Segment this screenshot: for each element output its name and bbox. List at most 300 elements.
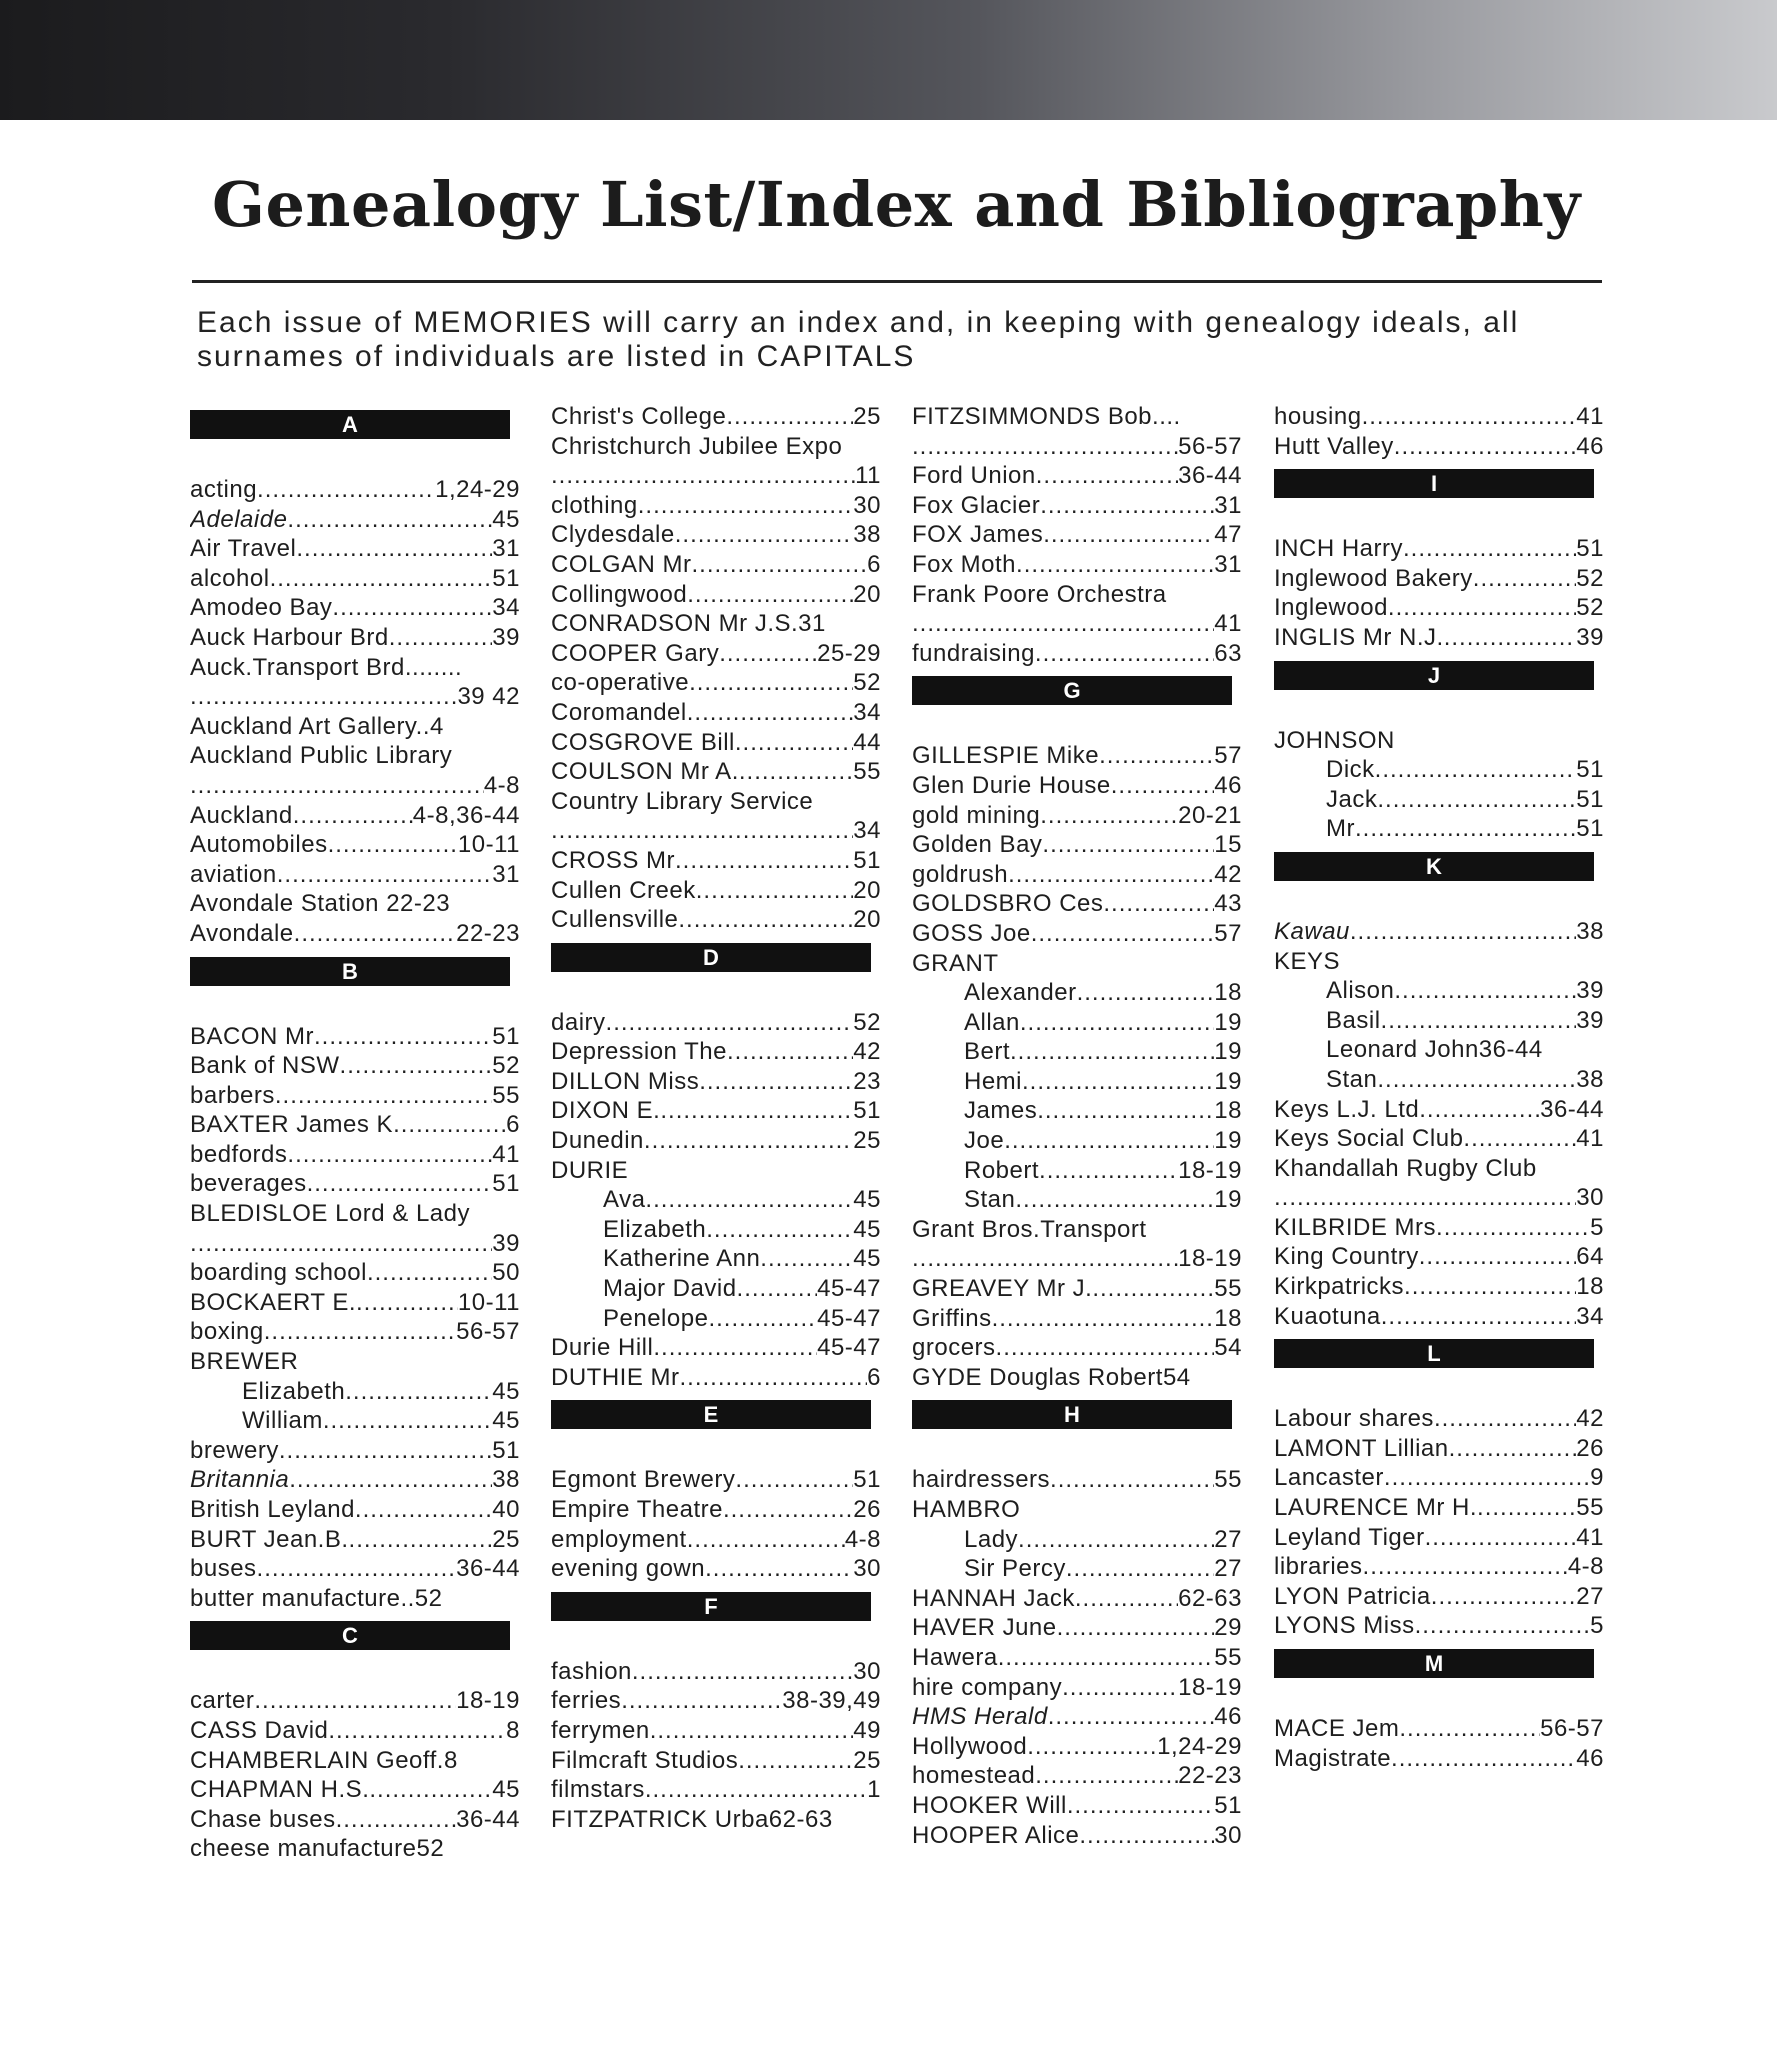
index-entry: [551, 905, 881, 935]
entry-page: 50: [492, 1259, 520, 1287]
entry-term: INCH Harry: [1274, 535, 1403, 563]
entry-term: Glen Durie House: [912, 771, 1111, 799]
index-entry: [190, 1022, 520, 1052]
entry-term: employment: [551, 1525, 687, 1553]
entry-term: Chase buses: [190, 1805, 336, 1833]
index-entry: [190, 860, 520, 890]
index-entry: [551, 1037, 881, 1067]
entry-term: Durie Hill: [551, 1334, 654, 1362]
dot-leader: [689, 668, 853, 698]
entry-page: 51: [1576, 785, 1604, 813]
entry-page: 9: [1590, 1464, 1604, 1492]
dot-leader: [1010, 1037, 1214, 1067]
dot-leader: [1381, 1302, 1577, 1332]
dot-leader: [706, 1215, 853, 1245]
section-header-a: A: [190, 410, 510, 439]
entry-term: BREWER: [190, 1348, 299, 1376]
entry-term: Clydesdale: [551, 521, 675, 549]
entry-term: grocers: [912, 1334, 996, 1362]
entry-term: KILBRIDE Mrs: [1274, 1213, 1437, 1241]
index-entry: [1274, 947, 1604, 977]
entry-page: 45: [853, 1215, 881, 1243]
entry-term: Cullen Creek: [551, 876, 696, 904]
entry-page: 45: [492, 1407, 520, 1435]
dot-leader: [678, 905, 853, 935]
entry-page: 36-44: [1540, 1095, 1604, 1123]
section-header-m: M: [1274, 1649, 1594, 1678]
dot-leader: [1048, 1702, 1215, 1732]
index-entry: [551, 1657, 881, 1687]
entry-page: 6: [867, 550, 881, 578]
entry-page: 45: [853, 1245, 881, 1273]
entry-page: 30: [853, 1555, 881, 1583]
entry-page: 30: [1214, 1821, 1242, 1849]
entry-term: CONRADSON Mr J.S.31: [551, 610, 826, 638]
entry-page: 25: [853, 1127, 881, 1155]
entry-term: fundraising: [912, 639, 1035, 667]
entry-page: 10-11: [457, 831, 520, 859]
dot-leader: [340, 1051, 493, 1081]
entry-page: 38: [853, 521, 881, 549]
section-header-b: B: [190, 957, 510, 986]
entry-page: 34: [492, 594, 520, 622]
dot-leader: [1415, 1611, 1591, 1641]
entry-term: Stan: [1326, 1065, 1378, 1093]
entry-page: 41: [1214, 610, 1242, 638]
entry-page: 5: [1590, 1612, 1604, 1640]
dot-leader: [1042, 830, 1214, 860]
index-entry: [1274, 976, 1604, 1006]
dot-leader: [336, 1805, 457, 1835]
entry-page: 30: [1576, 1184, 1604, 1212]
entry-term: Britannia: [190, 1466, 290, 1494]
entry-term: Keys Social Club: [1274, 1125, 1464, 1153]
index-entry: [551, 728, 881, 758]
dot-leader: [1075, 1584, 1178, 1614]
dot-leader: [621, 1686, 782, 1716]
index-entry: [190, 1288, 520, 1318]
dot-leader: [389, 623, 493, 653]
index-entry: [912, 491, 1242, 521]
entry-term: GREAVEY Mr J.: [912, 1275, 1093, 1303]
index-entry: [551, 432, 881, 462]
dot-leader: [257, 475, 435, 505]
entry-page: 20-21: [1178, 801, 1242, 829]
dot-leader: [1404, 1272, 1576, 1302]
entry-page: 49: [853, 1716, 881, 1744]
entry-term: Inglewood: [1274, 594, 1388, 622]
entry-term: FOX James: [912, 521, 1044, 549]
index-entry: [912, 520, 1242, 550]
index-entry: [912, 609, 1242, 639]
index-entry: [1274, 1463, 1604, 1493]
entry-page: 41: [492, 1140, 520, 1168]
entry-term: Allan: [964, 1008, 1020, 1036]
index-entry: [190, 534, 520, 564]
section-header-f: F: [551, 1592, 871, 1621]
entry-term: BOCKAERT E.: [190, 1288, 356, 1316]
entry-page: 56-57: [1540, 1715, 1604, 1742]
dot-leader: [264, 1317, 456, 1347]
index-entry: [1274, 917, 1604, 947]
dot-leader: [1004, 1126, 1214, 1156]
entry-page: 56-57: [1178, 432, 1242, 460]
index-entry: [190, 1495, 520, 1525]
entry-page: 18-19: [1178, 1245, 1242, 1273]
entry-page: 52: [1576, 564, 1604, 592]
entry-term: DUTHIE Mr: [551, 1363, 680, 1391]
entry-term: buses: [190, 1555, 257, 1583]
entry-term: goldrush: [912, 860, 1009, 888]
index-entry: [1274, 1434, 1604, 1464]
dot-leader: [1436, 1213, 1590, 1243]
index-entry: [551, 1096, 881, 1126]
index-entry: [190, 712, 520, 742]
index-entry: [551, 1525, 881, 1555]
entry-term: CASS David: [190, 1716, 329, 1744]
entry-page: 26: [853, 1496, 881, 1523]
entry-term: Depression The: [551, 1038, 727, 1066]
index-entry: [190, 593, 520, 623]
entry-page: 18-19: [1178, 1156, 1242, 1184]
index-entry: [551, 1554, 881, 1584]
entry-page: 45-47: [817, 1304, 881, 1332]
entry-term: fashion: [551, 1657, 632, 1685]
entry-page: 18: [1576, 1273, 1604, 1301]
entry-page: 31: [1214, 491, 1242, 519]
index-entry: [190, 623, 520, 653]
dot-leader: [1050, 1465, 1214, 1495]
entry-term: Empire Theatre: [551, 1496, 723, 1523]
dot-leader: [190, 771, 484, 801]
dot-leader: [1350, 917, 1576, 947]
entry-term: CHAMBERLAIN Geoff.8: [190, 1746, 458, 1774]
dot-leader: [279, 1436, 492, 1466]
entry-term: Ford Union: [912, 462, 1036, 490]
dot-leader: [1419, 1095, 1540, 1125]
index-entry: [1274, 785, 1604, 815]
entry-term: HOOPER Alice: [912, 1821, 1080, 1849]
index-entry: [190, 1110, 520, 1140]
dot-leader: [1031, 919, 1215, 949]
index-entry: [912, 771, 1242, 801]
index-entry: [1274, 1124, 1604, 1154]
dot-leader: [705, 1554, 853, 1584]
index-entry: [1274, 1183, 1604, 1213]
index-entry: [190, 1199, 520, 1229]
index-entry: [551, 1333, 881, 1363]
entry-term: CROSS Mr: [551, 846, 675, 874]
entry-term: Lancaster: [1274, 1464, 1384, 1492]
index-entry: [551, 876, 881, 906]
index-entry: [551, 1716, 881, 1746]
entry-term: Stan: [964, 1186, 1016, 1214]
entry-term: Ava: [603, 1186, 646, 1214]
dot-leader: [1020, 1008, 1214, 1038]
entry-page: 19: [1214, 1067, 1242, 1095]
index-entry: [190, 741, 520, 771]
index-entry: [912, 949, 1242, 979]
entry-page: 34: [853, 817, 881, 845]
entry-page: 46: [1214, 771, 1242, 799]
index-entry: [912, 1333, 1242, 1363]
entry-page: 18: [1214, 979, 1242, 1007]
dot-leader: [277, 860, 493, 890]
dot-leader: [345, 1377, 492, 1407]
index-entry: [912, 580, 1242, 610]
entry-term: Griffins: [912, 1304, 992, 1332]
entry-page: 1,24-29: [1157, 1732, 1242, 1760]
dot-leader: [551, 461, 855, 491]
entry-page: 23: [853, 1067, 881, 1095]
index-entry: [912, 461, 1242, 491]
entry-page: 55: [1214, 1275, 1242, 1303]
entry-page: 36-44: [456, 1805, 520, 1833]
index-entry: [912, 889, 1242, 919]
index-entry: [551, 1465, 881, 1495]
entry-term: British Leyland: [190, 1496, 355, 1523]
index-entry: [1274, 593, 1604, 623]
dot-leader: [190, 1229, 492, 1259]
entry-term: beverages: [190, 1170, 307, 1198]
entry-term: BACON Mr: [190, 1022, 314, 1050]
dot-leader: [294, 919, 456, 949]
entry-page: 51: [492, 564, 520, 592]
index-entry: [1274, 1523, 1604, 1553]
entry-term: Fox Moth: [912, 550, 1017, 578]
index-entry: [551, 580, 881, 610]
dot-leader: [1040, 801, 1178, 831]
index-entry: [190, 1525, 520, 1555]
index-entry: [551, 550, 881, 580]
entry-page: 18-19: [456, 1687, 520, 1715]
entry-term: alcohol: [190, 564, 270, 592]
index-entry: [1274, 623, 1604, 653]
entry-term: Khandallah Rugby Club: [1274, 1154, 1537, 1182]
dot-leader: [679, 1363, 867, 1393]
entry-term: Hawera: [912, 1643, 998, 1671]
dot-leader: [275, 1081, 492, 1111]
entry-page: 36-44: [1178, 462, 1242, 490]
entry-term: carter: [190, 1687, 255, 1715]
index-entry: [190, 1317, 520, 1347]
entry-term: William: [242, 1407, 323, 1435]
entry-page: 20: [853, 580, 881, 608]
entry-page: 20: [853, 906, 881, 934]
section-header-h: H: [912, 1400, 1232, 1429]
dot-leader: [727, 1037, 853, 1067]
dot-leader: [726, 402, 853, 432]
index-entry: [551, 1244, 881, 1274]
dot-leader: [692, 550, 868, 580]
entry-page: 46: [1576, 1744, 1604, 1772]
entry-term: LAMONT Lillian: [1274, 1434, 1449, 1462]
dot-leader: [1092, 1274, 1214, 1304]
dot-leader: [687, 1525, 845, 1555]
index-entry: [190, 1229, 520, 1259]
entry-term: Alison: [1326, 977, 1395, 1005]
entry-page: 15: [1214, 831, 1242, 859]
entry-term: Automobiles: [190, 831, 328, 859]
entry-page: 45-47: [817, 1334, 881, 1362]
entry-term: Cullensville: [551, 906, 679, 934]
section-header-k: K: [1274, 852, 1594, 881]
entry-term: Elizabeth: [242, 1377, 346, 1405]
entry-page: 4-8,36-44: [412, 801, 520, 829]
entry-term: Penelope: [603, 1304, 709, 1332]
dot-leader: [1431, 1582, 1577, 1612]
index-entry: [190, 1140, 520, 1170]
dot-leader: [1274, 1183, 1576, 1213]
entry-term: King Country: [1274, 1243, 1419, 1271]
index-entry: [1274, 564, 1604, 594]
entry-term: Leyland Tiger: [1274, 1523, 1425, 1551]
entry-term: Avondale: [190, 919, 294, 947]
entry-term: Christ's College: [551, 403, 727, 430]
entry-term: GILLESPIE Mike: [912, 742, 1100, 770]
entry-page: 42: [853, 1038, 881, 1066]
entry-term: LAURENCE Mr H.: [1274, 1494, 1478, 1522]
index-entry: [551, 1304, 881, 1334]
dot-leader: [332, 593, 492, 623]
dot-leader: [289, 1465, 492, 1495]
entry-term: Coromandel: [551, 698, 687, 726]
index-entry: [912, 550, 1242, 580]
entry-term: COULSON Mr A.: [551, 758, 739, 786]
dot-leader: [638, 491, 854, 521]
entry-term: DIXON E.: [551, 1097, 661, 1125]
entry-term: Magistrate: [1274, 1744, 1392, 1772]
entry-term: INGLIS Mr N.J.: [1274, 623, 1444, 651]
entry-page: 19: [1214, 1008, 1242, 1036]
dot-leader: [328, 830, 458, 860]
dot-leader: [1027, 1732, 1157, 1762]
index-entry: [551, 402, 881, 432]
dot-leader: [323, 1406, 492, 1436]
entry-page: 45: [492, 1776, 520, 1804]
dot-leader: [735, 728, 853, 758]
index-entry: [551, 639, 881, 669]
index-entry: [551, 846, 881, 876]
entry-term: HMS Herald: [912, 1703, 1048, 1731]
index-entry: [190, 830, 520, 860]
entry-term: DILLON Miss: [551, 1067, 700, 1095]
entry-term: KEYS: [1274, 947, 1341, 975]
dot-leader: [1377, 1065, 1576, 1095]
index-entry: [190, 1169, 520, 1199]
dot-leader: [1043, 520, 1214, 550]
dot-leader: [1388, 593, 1576, 623]
entry-page: 51: [853, 1466, 881, 1494]
entry-term: COOPER Gary: [551, 639, 720, 667]
entry-term: hairdressers: [912, 1466, 1051, 1494]
index-entry: [190, 1258, 520, 1288]
dot-leader: [1444, 623, 1577, 653]
entry-term: Jack: [1326, 785, 1378, 813]
entry-page: 38: [1576, 1065, 1604, 1093]
dot-leader: [644, 1126, 853, 1156]
dot-leader: [1363, 1552, 1568, 1582]
dot-leader: [1039, 1156, 1178, 1186]
index-entry: [912, 1215, 1242, 1245]
entry-term: Amodeo Bay: [190, 594, 333, 622]
index-entry: [551, 1156, 881, 1186]
entry-term: Country Library Service: [551, 787, 814, 815]
entry-term: Kuaotuna: [1274, 1302, 1381, 1330]
index-entry: [1274, 755, 1604, 785]
index-entry: [912, 741, 1242, 771]
entry-term: boxing: [190, 1318, 264, 1346]
entry-term: HANNAH Jack: [912, 1584, 1075, 1612]
entry-term: brewery: [190, 1436, 279, 1464]
dot-leader: [912, 432, 1178, 462]
entry-page: 38: [492, 1466, 520, 1494]
index-entry: [1274, 1065, 1604, 1095]
index-entry: [912, 1643, 1242, 1673]
index-column-3: [912, 402, 1242, 1850]
entry-page: 51: [853, 846, 881, 874]
index-entry: [912, 432, 1242, 462]
entry-page: 45: [492, 505, 520, 533]
dot-leader: [650, 1716, 854, 1746]
index-entry: [912, 1525, 1242, 1555]
entry-term: Collingwood: [551, 580, 688, 608]
entry-term: Auck Harbour Brd: [190, 623, 389, 651]
index-entry: [1274, 1404, 1604, 1434]
entry-page: 27: [1214, 1525, 1242, 1553]
dot-leader: [1018, 1525, 1214, 1555]
index-entry: [912, 1067, 1242, 1097]
dot-leader: [190, 682, 457, 712]
entry-page: 52: [853, 1008, 881, 1036]
dot-leader: [1036, 461, 1178, 491]
entry-page: 47: [1214, 521, 1242, 549]
entry-page: 39: [1576, 1006, 1604, 1034]
dot-leader: [293, 801, 413, 831]
dot-leader: [1015, 1185, 1214, 1215]
entry-term: JOHNSON: [1274, 726, 1395, 754]
section-header-c: C: [190, 1621, 510, 1650]
index-entry: [551, 609, 881, 639]
index-entry: [912, 1791, 1242, 1821]
entry-term: Dick: [1326, 756, 1375, 784]
dot-leader: [1103, 889, 1214, 919]
entry-page: 41: [1576, 1523, 1604, 1551]
entry-term: HAVER June: [912, 1614, 1057, 1642]
index-entry: [190, 475, 520, 505]
dot-leader: [632, 1657, 853, 1687]
index-entry: [551, 668, 881, 698]
dot-leader: [257, 1554, 457, 1584]
index-entry: [912, 639, 1242, 669]
entry-page: 31: [492, 860, 520, 888]
index-entry: [912, 1732, 1242, 1762]
dot-leader: [719, 639, 817, 669]
entry-term: Inglewood Bakery: [1274, 564, 1473, 592]
index-entry: [912, 978, 1242, 1008]
index-entry: [551, 491, 881, 521]
entry-term: butter manufacture..52: [190, 1584, 443, 1612]
dot-leader: [1394, 976, 1576, 1006]
index-entry: [912, 919, 1242, 949]
dot-leader: [1111, 771, 1215, 801]
entry-page: 19: [1214, 1186, 1242, 1214]
dot-leader: [287, 1140, 492, 1170]
index-entry: [1274, 1035, 1604, 1065]
dot-leader: [1079, 1821, 1214, 1851]
index-entry: [912, 1495, 1242, 1525]
index-entry: [551, 1215, 881, 1245]
